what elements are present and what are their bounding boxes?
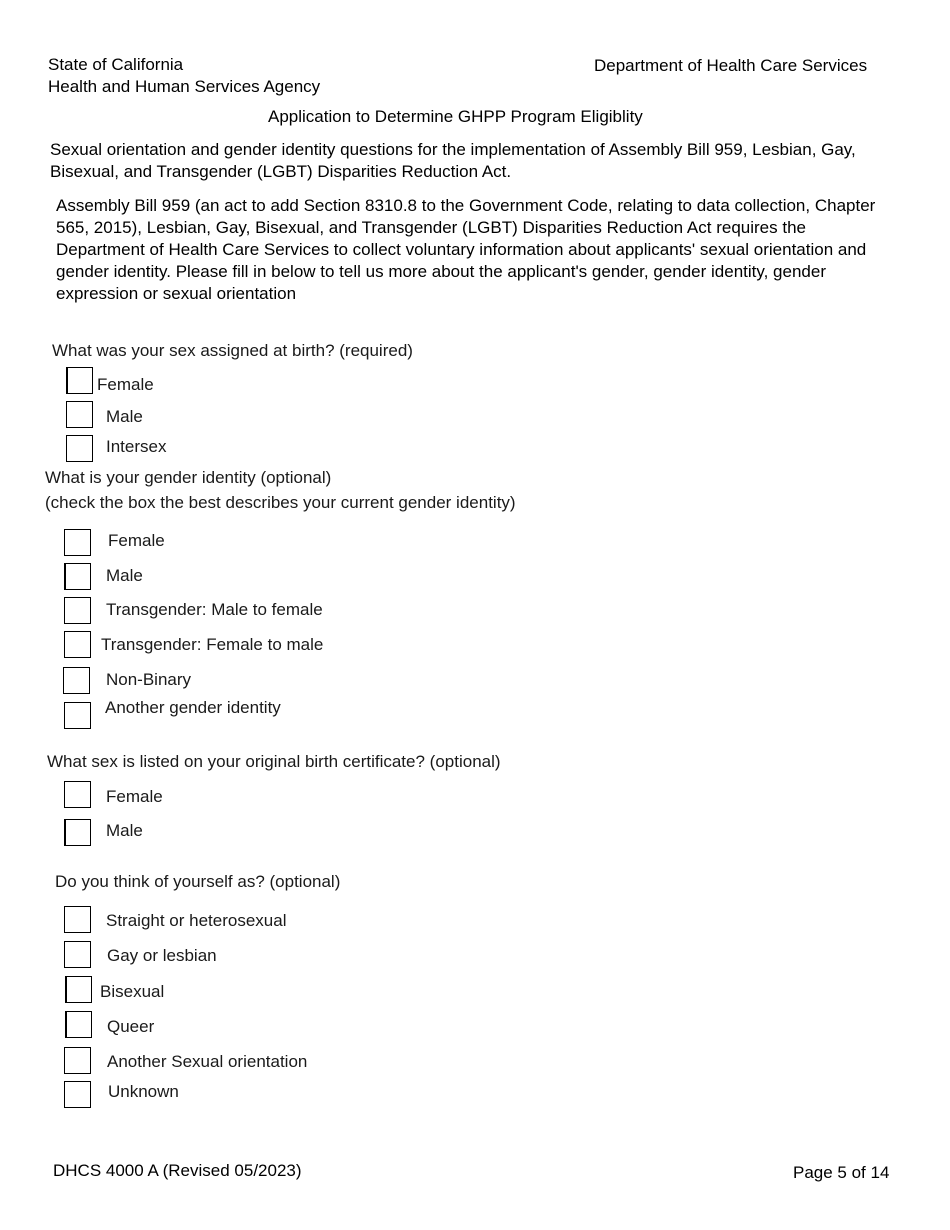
intro-text: Sexual orientation and gender identity questions for the implementation of Assembly Bill 959, Lesbian, Gay, Bisexual, and Transgender (LGBT) Disparities Reduction Act.: [50, 140, 856, 181]
option-label: Straight or heterosexual: [106, 911, 287, 930]
department-name: Department of Health Care Services: [594, 56, 868, 75]
option-label: Female: [97, 375, 154, 394]
checkbox-orientation-queer[interactable]: [65, 1011, 92, 1038]
option-label: Female: [106, 787, 163, 806]
checkbox-orientation-gay-lesbian[interactable]: [64, 941, 91, 968]
checkbox-gender-trans-mtf[interactable]: [64, 597, 91, 624]
checkbox-certificate-male[interactable]: [64, 819, 91, 846]
form-title: Application to Determine GHPP Program Eligiblity: [268, 107, 643, 126]
option-label: Unknown: [108, 1082, 179, 1101]
state-name: State of California: [48, 55, 184, 74]
checkbox-birth-intersex[interactable]: [66, 435, 93, 462]
checkbox-birth-female[interactable]: [66, 367, 93, 394]
question-gender-identity-hint: (check the box the best describes your current gender identity): [45, 493, 516, 512]
checkbox-birth-male[interactable]: [66, 401, 93, 428]
agency-name: Health and Human Services Agency: [48, 77, 321, 96]
option-label: Queer: [107, 1017, 155, 1036]
option-label: Another Sexual orientation: [107, 1052, 308, 1071]
checkbox-gender-female[interactable]: [64, 529, 91, 556]
checkbox-orientation-straight[interactable]: [64, 906, 91, 933]
option-label: Transgender: Female to male: [101, 635, 324, 654]
question-sex-at-birth: What was your sex assigned at birth? (required): [52, 341, 413, 360]
checkbox-orientation-another[interactable]: [64, 1047, 91, 1074]
checkbox-gender-another[interactable]: [64, 702, 91, 729]
option-label: Transgender: Male to female: [106, 600, 323, 619]
question-gender-identity: What is your gender identity (optional): [45, 468, 332, 487]
checkbox-gender-male[interactable]: [64, 563, 91, 590]
form-identifier: DHCS 4000 A (Revised 05/2023): [53, 1161, 302, 1180]
checkbox-certificate-female[interactable]: [64, 781, 91, 808]
page-number: Page 5 of 14: [793, 1163, 890, 1182]
option-label: Male: [106, 407, 143, 426]
option-label: Bisexual: [100, 982, 165, 1001]
option-label: Male: [106, 566, 143, 585]
body-paragraph: Assembly Bill 959 (an act to add Section 8310.8 to the Government Code, relating to data collection, Chapter 565, 2015), Lesbian, Gay, Bisexual, and Transgender (LGBT) Disparities Reduction Act requires the Department of Health Care Services to collect voluntary information about applicants' sexual orientation and gender identity. Please fill in below to tell us more about the applicant's gender, gender identity, gender expression or sexual orientation: [56, 196, 876, 303]
checkbox-gender-nonbinary[interactable]: [63, 667, 90, 694]
checkbox-orientation-bisexual[interactable]: [65, 976, 92, 1003]
checkbox-orientation-unknown[interactable]: [64, 1081, 91, 1108]
checkbox-gender-trans-ftm[interactable]: [64, 631, 91, 658]
option-label: Non-Binary: [106, 670, 192, 689]
option-label: Another gender identity: [105, 698, 281, 717]
option-label: Intersex: [106, 437, 167, 456]
option-label: Gay or lesbian: [107, 946, 217, 965]
question-birth-certificate-sex: What sex is listed on your original birth certificate? (optional): [47, 752, 501, 771]
question-sexual-orientation: Do you think of yourself as? (optional): [55, 872, 341, 891]
option-label: Male: [106, 821, 143, 840]
option-label: Female: [108, 531, 165, 550]
